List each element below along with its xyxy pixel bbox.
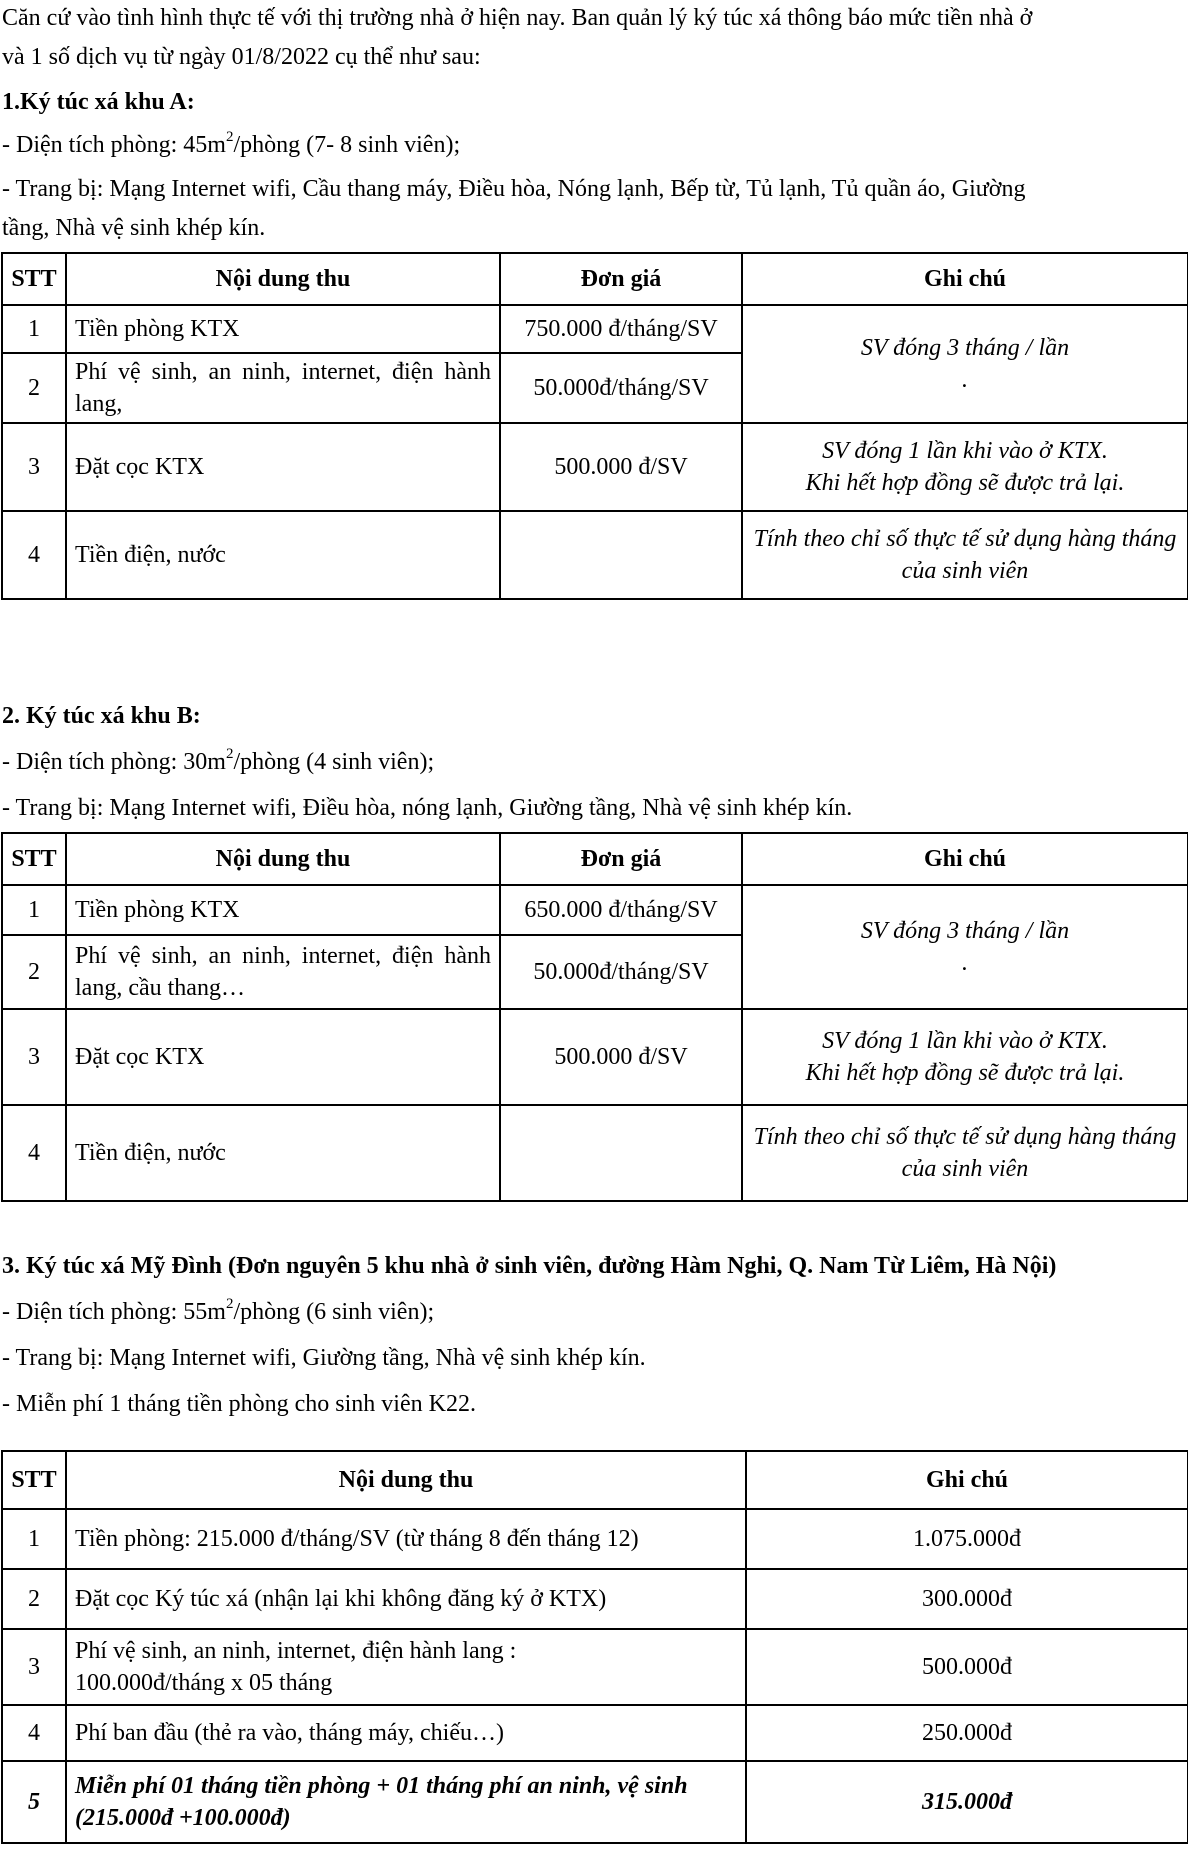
row-content: Miễn phí 01 tháng tiền phòng + 01 tháng phí an ninh, vệ sinh (215.000đ +100.000đ): [66, 1761, 746, 1843]
section-b-equipment-line-1: - Trang bị: Mạng Internet wifi, Điều hòa, nóng lạnh, Giường tầng, Nhà vệ sinh khép kín.: [2, 795, 853, 821]
row-content: Phí ban đầu (thẻ ra vào, tháng máy, chiếu…): [66, 1705, 746, 1761]
row-stt: 3: [2, 1629, 66, 1705]
section-b-fee-table: [1, 832, 1188, 1202]
col-header-note: Ghi chú: [742, 253, 1188, 305]
table-row: [2, 511, 1188, 599]
row-stt: 1: [2, 1509, 66, 1569]
table-row: [2, 1569, 1188, 1629]
row-note: 315.000đ: [746, 1761, 1188, 1843]
col-header-note: Ghi chú: [742, 833, 1188, 885]
merged-note: SV đóng 3 tháng / lần: [860, 335, 1070, 361]
row-content: Tiền phòng: 215.000 đ/tháng/SV (từ tháng 8 đến tháng 12): [66, 1509, 746, 1569]
row-stt: 4: [2, 1105, 66, 1201]
row-stt: 4: [2, 511, 66, 599]
col-header-stt: STT: [2, 253, 66, 305]
row-content: Đặt cọc KTX: [66, 1009, 500, 1105]
section-b-area: - Diện tích phòng: $30m^2$/phòng (4 sinh viên);: [2, 746, 435, 775]
intro-line-1: Căn cứ vào tình hình thực tế với thị trường nhà ở hiện nay. Ban quản lý ký túc xá thông báo mức tiền nhà ở: [2, 5, 1033, 31]
row-note: 1.075.000đ: [746, 1509, 1188, 1569]
row-stt: 3: [2, 423, 66, 511]
row-stt: 5: [2, 1761, 66, 1843]
row-note: 500.000đ: [746, 1629, 1188, 1705]
intro-line-2: và 1 số dịch vụ từ ngày 01/8/2022 cụ thể như sau:: [2, 44, 481, 70]
section-c-fee-table: [1, 1450, 1188, 1844]
col-header-price: Đơn giá: [500, 833, 742, 885]
row-stt: 2: [2, 935, 66, 1009]
row-content: Đặt cọc KTX: [66, 423, 500, 511]
row-content: Phí vệ sinh, an ninh, internet, điện hành lang,: [66, 353, 500, 423]
row-content: Tiền điện, nước: [66, 1105, 500, 1201]
col-header-stt: STT: [2, 833, 66, 885]
row-note: SV đóng 1 lần khi vào ở KTX. Khi hết hợp đồng sẽ được trả lại.: [742, 423, 1188, 511]
row-note: Tính theo chỉ số thực tế sử dụng hàng tháng của sinh viên: [742, 1105, 1188, 1201]
row-price: [500, 1105, 742, 1201]
table-row: [2, 1761, 1188, 1843]
row-stt: 2: [2, 353, 66, 423]
row-price: 50.000đ/tháng/SV: [500, 935, 742, 1009]
col-header-stt: STT: [2, 1451, 66, 1509]
row-stt: 2: [2, 1569, 66, 1629]
col-header-price: Đơn giá: [500, 253, 742, 305]
row-price: [500, 511, 742, 599]
merged-note-dot: .: [962, 950, 968, 976]
merged-note: SV đóng 3 tháng / lần: [860, 918, 1070, 944]
col-header-content: Nội dung thu: [66, 833, 500, 885]
table-header-row: [2, 833, 1188, 885]
col-header-content: Nội dung thu: [66, 253, 500, 305]
row-note: 300.000đ: [746, 1569, 1188, 1629]
section-a-area: - Diện tích phòng: $45m^2$/phòng (7- 8 sinh viên);: [2, 129, 461, 158]
row-note: Tính theo chỉ số thực tế sử dụng hàng tháng của sinh viên: [742, 511, 1188, 599]
table-row: [2, 1009, 1188, 1105]
row-content: Phí vệ sinh, an ninh, internet, điện hành lang, cầu thang…: [66, 935, 500, 1009]
row-content: Phí vệ sinh, an ninh, internet, điện hành lang : 100.000đ/tháng x 05 tháng: [66, 1629, 746, 1705]
row-price: 650.000 đ/tháng/SV: [500, 885, 742, 935]
row-stt: 1: [2, 885, 66, 935]
table-header-row: [2, 1451, 1188, 1509]
row-price: 500.000 đ/SV: [500, 1009, 742, 1105]
row-stt: 3: [2, 1009, 66, 1105]
row-price: 500.000 đ/SV: [500, 423, 742, 511]
row-price: 50.000đ/tháng/SV: [500, 353, 742, 423]
row-note: 250.000đ: [746, 1705, 1188, 1761]
merged-note-cell: [742, 885, 1188, 1009]
row-content: Tiền phòng KTX: [66, 885, 500, 935]
merged-note-dot: .: [962, 367, 968, 393]
section-c-equipment-line-1: - Trang bị: Mạng Internet wifi, Giường tầng, Nhà vệ sinh khép kín.: [2, 1345, 646, 1371]
row-stt: 4: [2, 1705, 66, 1761]
row-content: Tiền phòng KTX: [66, 305, 500, 353]
row-stt: 1: [2, 305, 66, 353]
section-c-area: - Diện tích phòng: $55m^2$/phòng (6 sinh viên);: [2, 1296, 435, 1325]
row-content: Đặt cọc Ký túc xá (nhận lại khi không đăng ký ở KTX): [66, 1569, 746, 1629]
table-row: [2, 1105, 1188, 1201]
section-c-heading: 3. Ký túc xá Mỹ Đình (Đơn nguyên 5 khu nhà ở sinh viên, đường Hàm Nghi, Q. Nam Từ Liêm, Hà Nội): [2, 1253, 1057, 1279]
section-a-equipment-line-1: - Trang bị: Mạng Internet wifi, Cầu thang máy, Điều hòa, Nóng lạnh, Bếp từ, Tủ lạnh, Tủ quần áo, Giường: [2, 176, 1026, 202]
table-row: [2, 423, 1188, 511]
table-row: [2, 1629, 1188, 1705]
section-a-heading: 1.Ký túc xá khu A:: [2, 89, 195, 115]
table-row: [2, 1705, 1188, 1761]
col-header-content: Nội dung thu: [66, 1451, 746, 1509]
section-b-heading: 2. Ký túc xá khu B:: [2, 703, 201, 729]
row-price: 750.000 đ/tháng/SV: [500, 305, 742, 353]
section-c-free-line: - Miễn phí 1 tháng tiền phòng cho sinh viên K22.: [2, 1391, 476, 1417]
table-row: [2, 885, 1188, 935]
table-header-row: [2, 253, 1188, 305]
row-note: SV đóng 1 lần khi vào ở KTX. Khi hết hợp đồng sẽ được trả lại.: [742, 1009, 1188, 1105]
section-a-fee-table: [1, 252, 1188, 600]
section-a-equipment-line-2: tầng, Nhà vệ sinh khép kín.: [2, 215, 266, 241]
table-row: [2, 1509, 1188, 1569]
row-content: Tiền điện, nước: [66, 511, 500, 599]
table-row: [2, 305, 1188, 353]
col-header-note: Ghi chú: [746, 1451, 1188, 1509]
merged-note-cell: [742, 305, 1188, 423]
